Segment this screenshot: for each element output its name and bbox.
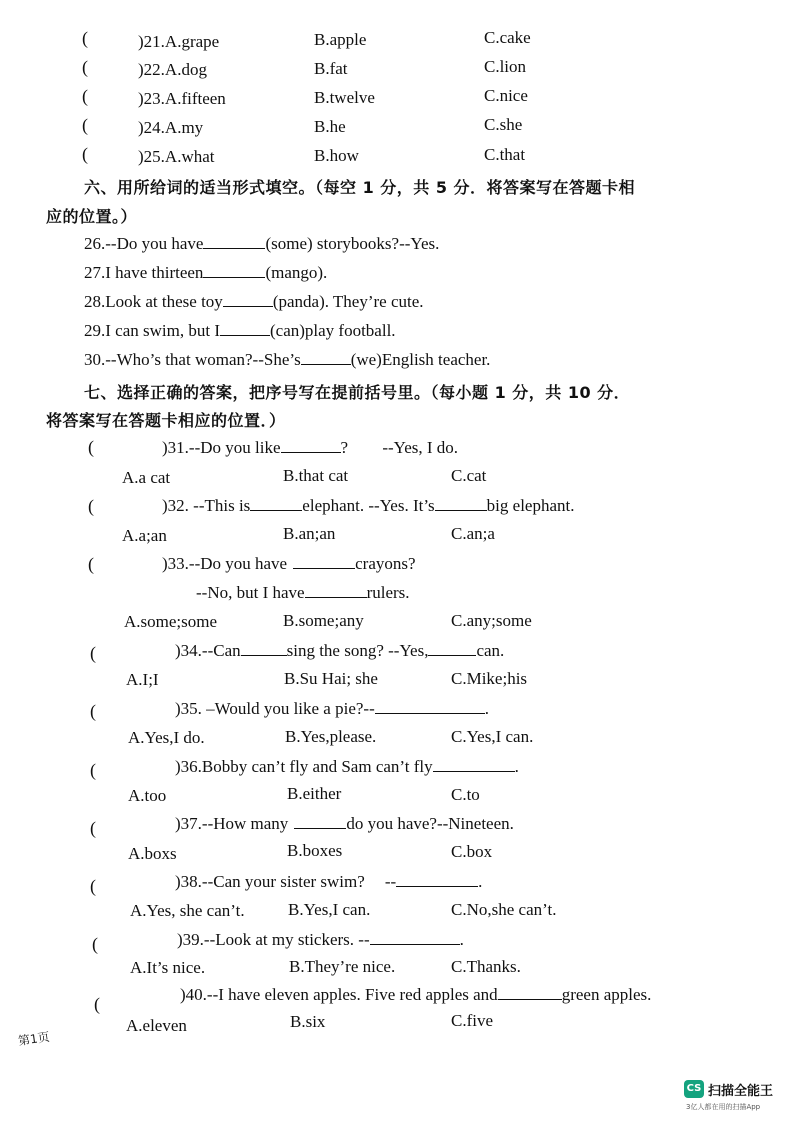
question-34: )34.--Can sing the song? --Yes, can. bbox=[175, 641, 505, 660]
option-c: C.Mike;his bbox=[451, 669, 528, 688]
question-31: )31.--Do you like ? --Yes, I do. bbox=[162, 438, 459, 457]
option-b: B.some;any bbox=[283, 611, 364, 630]
question-39: )39.--Look at my stickers. -- . bbox=[177, 930, 464, 949]
app-name: 扫描全能王 bbox=[708, 1084, 774, 1099]
camscanner-logo-icon: CS bbox=[684, 1080, 704, 1098]
option-a: A.eleven bbox=[126, 1016, 187, 1035]
option-a: A.boxs bbox=[128, 844, 177, 863]
answer-paren: ( bbox=[82, 115, 88, 135]
answer-paren: ( bbox=[82, 86, 88, 106]
answer-paren: ( bbox=[82, 144, 88, 164]
option-a: A.Yes,I do. bbox=[128, 728, 205, 747]
option-a: A.I;I bbox=[126, 670, 159, 689]
question-23: )23.A.fifteen bbox=[138, 89, 226, 108]
question-38: )38.--Can your sister swim? -- . bbox=[175, 872, 483, 891]
question-28: 28.Look at these toy (panda). They’re cute. bbox=[84, 292, 424, 311]
option-c: C.to bbox=[451, 785, 480, 804]
option-b: B.fat bbox=[314, 59, 348, 78]
section7-heading: 七、选择正确的答案，把序号写在提前括号里。（每小题 1 分，共 10 分． bbox=[84, 383, 631, 402]
answer-paren: ( bbox=[92, 934, 98, 954]
option-b: B.how bbox=[314, 146, 359, 165]
question-37: )37.--How many do you have?--Nineteen. bbox=[175, 814, 514, 833]
option-c: C.that bbox=[484, 145, 526, 164]
question-40: )40.--I have eleven apples. Five red apples and green apples. bbox=[180, 985, 652, 1004]
answer-paren: ( bbox=[82, 57, 88, 77]
option-a: A.a;an bbox=[122, 526, 167, 545]
option-b: B.apple bbox=[314, 30, 367, 49]
answer-paren: ( bbox=[90, 701, 96, 721]
option-a: A.some;some bbox=[124, 612, 218, 631]
answer-paren: ( bbox=[88, 554, 94, 574]
question-26: 26.--Do you have (some) storybooks?--Yes. bbox=[84, 234, 440, 253]
option-b: B.an;an bbox=[283, 524, 336, 543]
answer-paren: ( bbox=[90, 643, 96, 663]
section7-heading-cont: 将答案写在答题卡相应的位置．） bbox=[46, 411, 286, 430]
option-b: B.twelve bbox=[314, 88, 375, 107]
option-b: B.that cat bbox=[283, 466, 349, 485]
option-c: C.she bbox=[484, 115, 523, 134]
option-c: C.No,she can’t. bbox=[451, 900, 557, 919]
question-29: 29.I can swim, but I (can)play football. bbox=[84, 321, 396, 340]
question-33-reply: --No, but I have rulers. bbox=[196, 583, 410, 602]
option-b: B.boxes bbox=[287, 841, 343, 860]
question-22: )22.A.dog bbox=[138, 60, 207, 79]
option-c: C.five bbox=[451, 1011, 494, 1030]
question-30: 30.--Who’s that woman?--She’s (we)English teacher. bbox=[84, 350, 491, 369]
question-24: )24.A.my bbox=[138, 118, 204, 137]
option-b: B.Su Hai; she bbox=[284, 669, 378, 688]
option-a: A.Yes, she can’t. bbox=[130, 901, 245, 920]
option-b: B.Yes,I can. bbox=[288, 900, 371, 919]
question-21: )21.A.grape bbox=[138, 32, 220, 51]
question-25: )25.A.what bbox=[138, 147, 215, 166]
option-c: C.lion bbox=[484, 57, 527, 76]
section6-heading: 六、用所给词的适当形式填空。（每空 1 分，共 5 分．将答案写在答题卡相 bbox=[84, 178, 636, 197]
question-35: )35. –Would you like a pie?-- . bbox=[175, 699, 489, 718]
option-a: A.too bbox=[128, 786, 167, 805]
option-a: A.a cat bbox=[122, 468, 171, 487]
answer-paren: ( bbox=[90, 818, 96, 838]
answer-paren: ( bbox=[88, 496, 94, 516]
option-c: C.Yes,I can. bbox=[451, 727, 534, 746]
option-c: C.Thanks. bbox=[451, 957, 521, 976]
option-c: C.cake bbox=[484, 28, 531, 47]
option-b: B.Yes,please. bbox=[285, 727, 377, 746]
option-c: C.any;some bbox=[451, 611, 532, 630]
app-tagline: 3亿人都在用的扫描App bbox=[686, 1103, 761, 1111]
answer-paren: ( bbox=[82, 28, 88, 48]
option-a: A.It’s nice. bbox=[130, 958, 206, 977]
option-b: B.They’re nice. bbox=[289, 957, 396, 976]
option-c: C.box bbox=[451, 842, 493, 861]
answer-paren: ( bbox=[94, 994, 100, 1014]
question-32: )32. --This is elephant. --Yes. It’s big elephant. bbox=[162, 496, 575, 515]
option-c: C.an;a bbox=[451, 524, 495, 543]
option-b: B.six bbox=[290, 1012, 326, 1031]
page-mark: 第1页 bbox=[17, 1029, 51, 1049]
question-36: )36.Bobby can’t fly and Sam can’t fly . bbox=[175, 757, 519, 776]
answer-paren: ( bbox=[88, 437, 94, 457]
question-27: 27.I have thirteen (mango). bbox=[84, 263, 328, 282]
option-c: C.nice bbox=[484, 86, 528, 105]
option-b: B.he bbox=[314, 117, 346, 136]
option-b: B.either bbox=[287, 784, 342, 803]
answer-paren: ( bbox=[90, 876, 96, 896]
option-c: C.cat bbox=[451, 466, 487, 485]
section6-heading-cont: 应的位置。） bbox=[46, 207, 138, 226]
answer-paren: ( bbox=[90, 760, 96, 780]
question-33: )33.--Do you have crayons? bbox=[162, 554, 416, 573]
